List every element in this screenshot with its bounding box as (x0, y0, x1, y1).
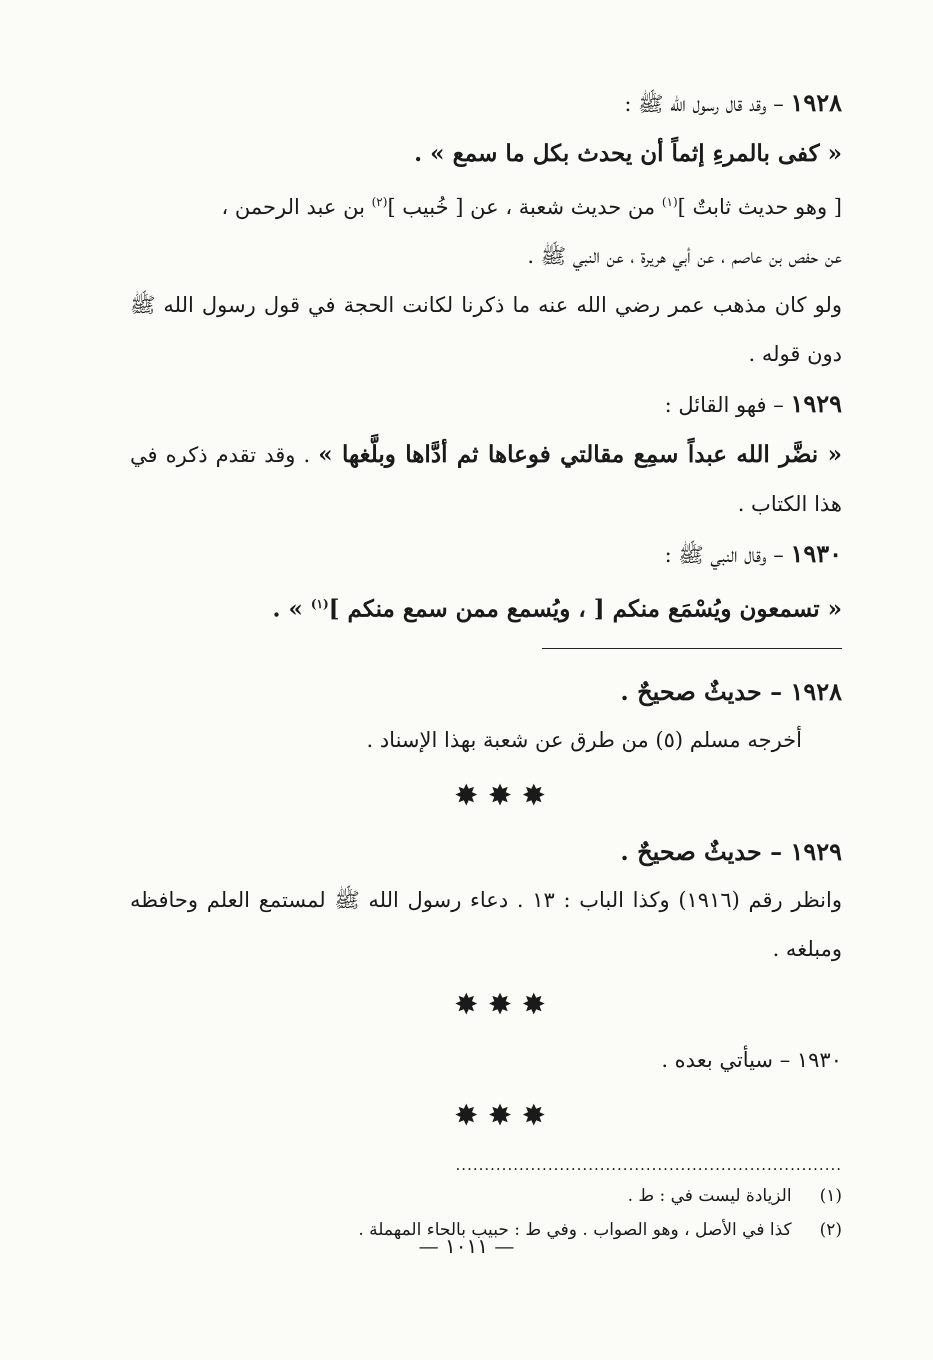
hadith-intro-text: – وقد قال رسول الله ﷺ : (624, 92, 784, 116)
stars-separator: ✸✸✸ (455, 1100, 557, 1131)
footnote-1 (130, 1179, 842, 1213)
note-1928-title: ١٩٢٨ – حديثٌ صحيحٌ . (620, 676, 842, 706)
hadith-quote-end: » . (272, 595, 311, 623)
hadith-1928-quote: « كفى بالمرءِ إثماً أن يحدث بكل ما سمع » . (414, 140, 842, 167)
page-body (130, 78, 842, 1247)
chain-part-b: من حديث شعبة ، عن [ خُبيب ] (387, 195, 662, 219)
footnote-text: كذا في الأصل ، وهو الصواب . وفي ط : حبيب بالحاء المهملة . (358, 1219, 792, 1240)
chain-part-c: بن عبد الرحمن ، (221, 195, 372, 219)
chain-part-d: عن حفص بن عاصم ، عن أبي هريرة ، عن النبي ﷺ . (527, 244, 842, 268)
footnote-separator: ................................................................... (455, 1155, 842, 1174)
footnote-ref-1: (١) (310, 597, 329, 611)
hadith-quote-text: « تسمعون ويُسْمَع منكم [ ، ويُسمع ممن سمع منكم ] (328, 595, 842, 623)
hadith-number: ١٩٢٨ (790, 88, 842, 117)
footnote-ref-1: (١) (661, 195, 678, 209)
note-1929-title: ١٩٢٩ – حديثٌ صحيحٌ . (620, 836, 842, 866)
footnote-number: (٢) (819, 1219, 842, 1240)
footnote-ref-2: (٢) (371, 195, 388, 209)
stars-separator: ✸✸✸ (455, 989, 557, 1020)
hadith-1930-intro (130, 529, 842, 580)
hadith-1928-chain (130, 178, 842, 281)
notes-divider (542, 648, 842, 649)
hadith-1929-intro (130, 379, 842, 430)
hadith-quote-text: « نضَّر الله عبداً سمِع مقالتي فوعاها ثم أدَّاها وبلَّغها » (318, 441, 842, 468)
note-1929-text: وانظر رقم (١٩١٦) وكذا الباب : ١٣ . دعاء رسول الله ﷺ لمستمع العلم وحافظه ومبلغه . (130, 887, 842, 961)
chain-part-a: [ وهو حديث ثابتٌ ] (677, 195, 842, 219)
hadith-number: ١٩٢٩ (790, 389, 842, 418)
page-number: — ١٠١١ — (418, 1234, 515, 1258)
hadith-1930-quote (130, 580, 842, 634)
footnote-text: الزيادة ليست في : ط . (627, 1185, 792, 1206)
note-1928-text: أخرجه مسلم (٥) من طرق عن شعبة بهذا الإسناد . (366, 727, 802, 752)
hadith-rest-text: . وقد تقدم ذكره في هذا الكتاب . (130, 443, 842, 516)
footnote-number: (١) (819, 1185, 842, 1206)
note-1930-text: ١٩٣٠ – سيأتي بعده . (661, 1047, 842, 1072)
hadith-intro-text: – فهو القائل : (664, 393, 784, 417)
stars-separator: ✸✸✸ (455, 780, 557, 811)
hadith-1928-comment: ولو كان مذهب عمر رضي الله عنه ما ذكرنا لكانت الحجة في قول رسول الله ﷺ دون قوله . (130, 293, 842, 366)
hadith-1928-intro (130, 78, 842, 129)
hadith-1929-quote (130, 430, 842, 529)
hadith-number: ١٩٣٠ (790, 539, 842, 568)
hadith-intro-text: – وقال النبي ﷺ : (664, 543, 784, 567)
